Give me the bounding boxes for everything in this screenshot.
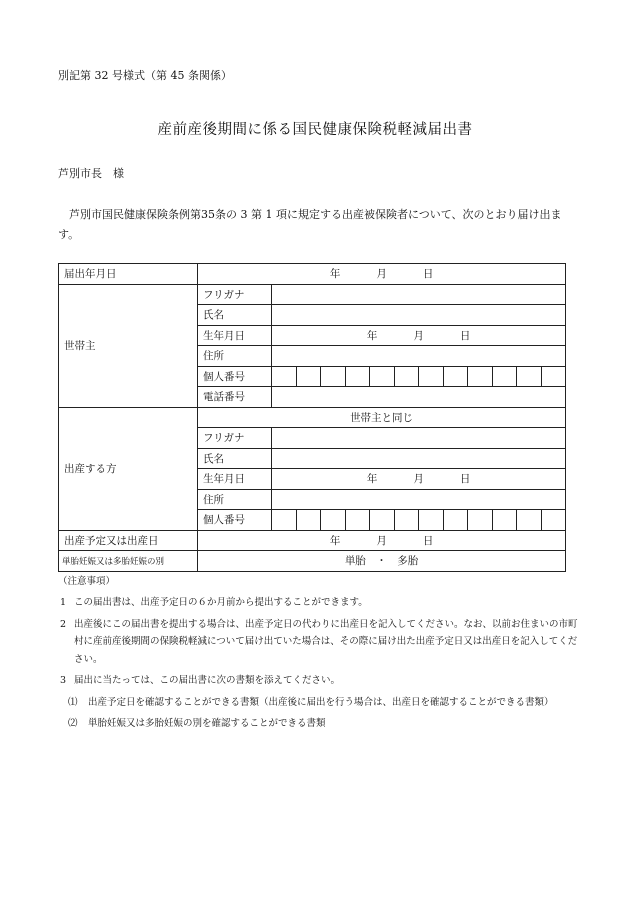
note-item <box>58 594 578 612</box>
field-label: 氏名 <box>198 448 272 469</box>
application-form-table <box>58 263 566 572</box>
pregnancy-type-options[interactable]: 単胎 ・ 多胎 <box>198 551 566 572</box>
year-unit: 年 <box>366 329 378 342</box>
householder-birthdate-input[interactable] <box>272 325 566 346</box>
householder-furigana-input[interactable] <box>272 284 566 305</box>
notes-heading: （注意事項） <box>58 576 116 587</box>
householder-label: 世帯主 <box>59 284 198 407</box>
note-text: 届出に当たっては、この届出書に次の書類を添えてください。 <box>74 675 341 686</box>
month-unit: 月 <box>413 329 424 342</box>
addressee: 芦別市長 様 <box>58 167 124 180</box>
month-unit: 月 <box>413 473 424 486</box>
field-label: 生年月日 <box>198 325 272 346</box>
form-reference: 別記第 32 号様式（第 45 条関係） <box>58 69 232 82</box>
mother-address-input[interactable] <box>272 489 566 510</box>
mynumber-digit-box[interactable] <box>492 510 517 531</box>
document-title: 産前産後期間に係る国民健康保険税軽減届出書 <box>157 122 473 138</box>
mother-same-as-row <box>59 407 566 428</box>
due-date-label: 出産予定又は出産日 <box>59 530 198 551</box>
year-unit: 年 <box>366 473 378 486</box>
field-label: 生年月日 <box>198 469 272 490</box>
mynumber-digit-box[interactable] <box>517 510 542 531</box>
field-label: 氏名 <box>198 305 272 326</box>
note-item <box>58 616 578 669</box>
mother-name-input[interactable] <box>272 448 566 469</box>
note-sub-item <box>58 715 578 733</box>
mynumber-digit-box[interactable] <box>345 510 370 531</box>
note-sub-text: 単胎妊娠又は多胎妊娠の別を確認することができる書類 <box>88 718 326 729</box>
mynumber-digit-box[interactable] <box>321 366 346 387</box>
day-unit: 日 <box>459 329 471 342</box>
note-sub-number: ⑴ <box>68 696 78 708</box>
field-label: フリガナ <box>198 428 272 449</box>
mother-label: 出産する方 <box>59 407 198 530</box>
mynumber-digit-box[interactable] <box>492 366 517 387</box>
note-sub-item <box>58 694 578 712</box>
mynumber-digit-box[interactable] <box>443 510 468 531</box>
day-unit: 日 <box>422 534 434 547</box>
mynumber-digit-box[interactable] <box>419 510 444 531</box>
day-unit: 日 <box>422 268 434 281</box>
mynumber-digit-box[interactable] <box>296 510 321 531</box>
mynumber-digit-box[interactable] <box>468 510 493 531</box>
householder-furigana-row <box>59 284 566 305</box>
mynumber-digit-box[interactable] <box>272 366 297 387</box>
field-label: 電話番号 <box>198 387 272 408</box>
field-label: 個人番号 <box>198 510 272 531</box>
mynumber-digit-box[interactable] <box>370 366 395 387</box>
mother-furigana-input[interactable] <box>272 428 566 449</box>
mynumber-digit-box[interactable] <box>321 510 346 531</box>
mynumber-digit-box[interactable] <box>517 366 542 387</box>
same-as-householder-option[interactable]: 世帯主と同じ <box>198 407 566 428</box>
mynumber-digit-box[interactable] <box>272 510 297 531</box>
note-text: この届出書は、出産予定日の６か月前から提出することができます。 <box>74 597 368 608</box>
mynumber-digit-box[interactable] <box>443 366 468 387</box>
householder-phone-input[interactable] <box>272 387 566 408</box>
field-label: フリガナ <box>198 284 272 305</box>
mynumber-digit-box[interactable] <box>541 510 566 531</box>
mynumber-digit-box[interactable] <box>541 366 566 387</box>
intro-paragraph: 芦別市国民健康保険条例第35条の 3 第 1 項に規定する出産被保険者について、次のとおり届け出ます。 <box>58 208 562 241</box>
mynumber-digit-box[interactable] <box>394 510 419 531</box>
due-date-field[interactable] <box>198 530 566 551</box>
mynumber-digit-box[interactable] <box>419 366 444 387</box>
note-number: 2 <box>60 618 67 630</box>
note-number: 3 <box>60 675 67 686</box>
filing-date-label: 届出年月日 <box>59 264 198 285</box>
day-unit: 日 <box>459 473 471 486</box>
mynumber-digit-box[interactable] <box>296 366 321 387</box>
year-unit: 年 <box>329 534 341 547</box>
field-label: 住所 <box>198 489 272 510</box>
mynumber-digit-box[interactable] <box>468 366 493 387</box>
month-unit: 月 <box>376 268 387 281</box>
field-label: 個人番号 <box>198 366 272 387</box>
mother-birthdate-input[interactable] <box>272 469 566 490</box>
pregnancy-type-label: 単胎妊娠又は多胎妊娠の別 <box>59 551 198 572</box>
note-number: 1 <box>60 597 67 608</box>
year-unit: 年 <box>329 268 341 281</box>
mynumber-digit-box[interactable] <box>345 366 370 387</box>
due-date-row <box>59 530 566 551</box>
field-label: 住所 <box>198 346 272 367</box>
note-sub-number: ⑵ <box>68 718 78 729</box>
note-sub-text: 出産予定日を確認することができる書類（出産後に届出を行う場合は、出産日を確認することができる書類） <box>88 696 554 708</box>
mynumber-digit-box[interactable] <box>394 366 419 387</box>
note-item <box>58 672 578 690</box>
filing-date-row <box>59 264 566 285</box>
householder-address-input[interactable] <box>272 346 566 367</box>
note-text: 出産後にこの届出書を提出する場合は、出産予定日の代わりに出産日を記入してください。なお、以前お住まいの市町村に産前産後期間の保険税軽減について届け出ていた場合は、その際に届け出た出産予定日又は出産日を記入してください。 <box>74 618 578 665</box>
filing-date-field[interactable] <box>198 264 566 285</box>
notes-section <box>58 574 578 733</box>
pregnancy-type-row <box>59 551 566 572</box>
month-unit: 月 <box>376 534 387 547</box>
mynumber-digit-box[interactable] <box>370 510 395 531</box>
householder-name-input[interactable] <box>272 305 566 326</box>
